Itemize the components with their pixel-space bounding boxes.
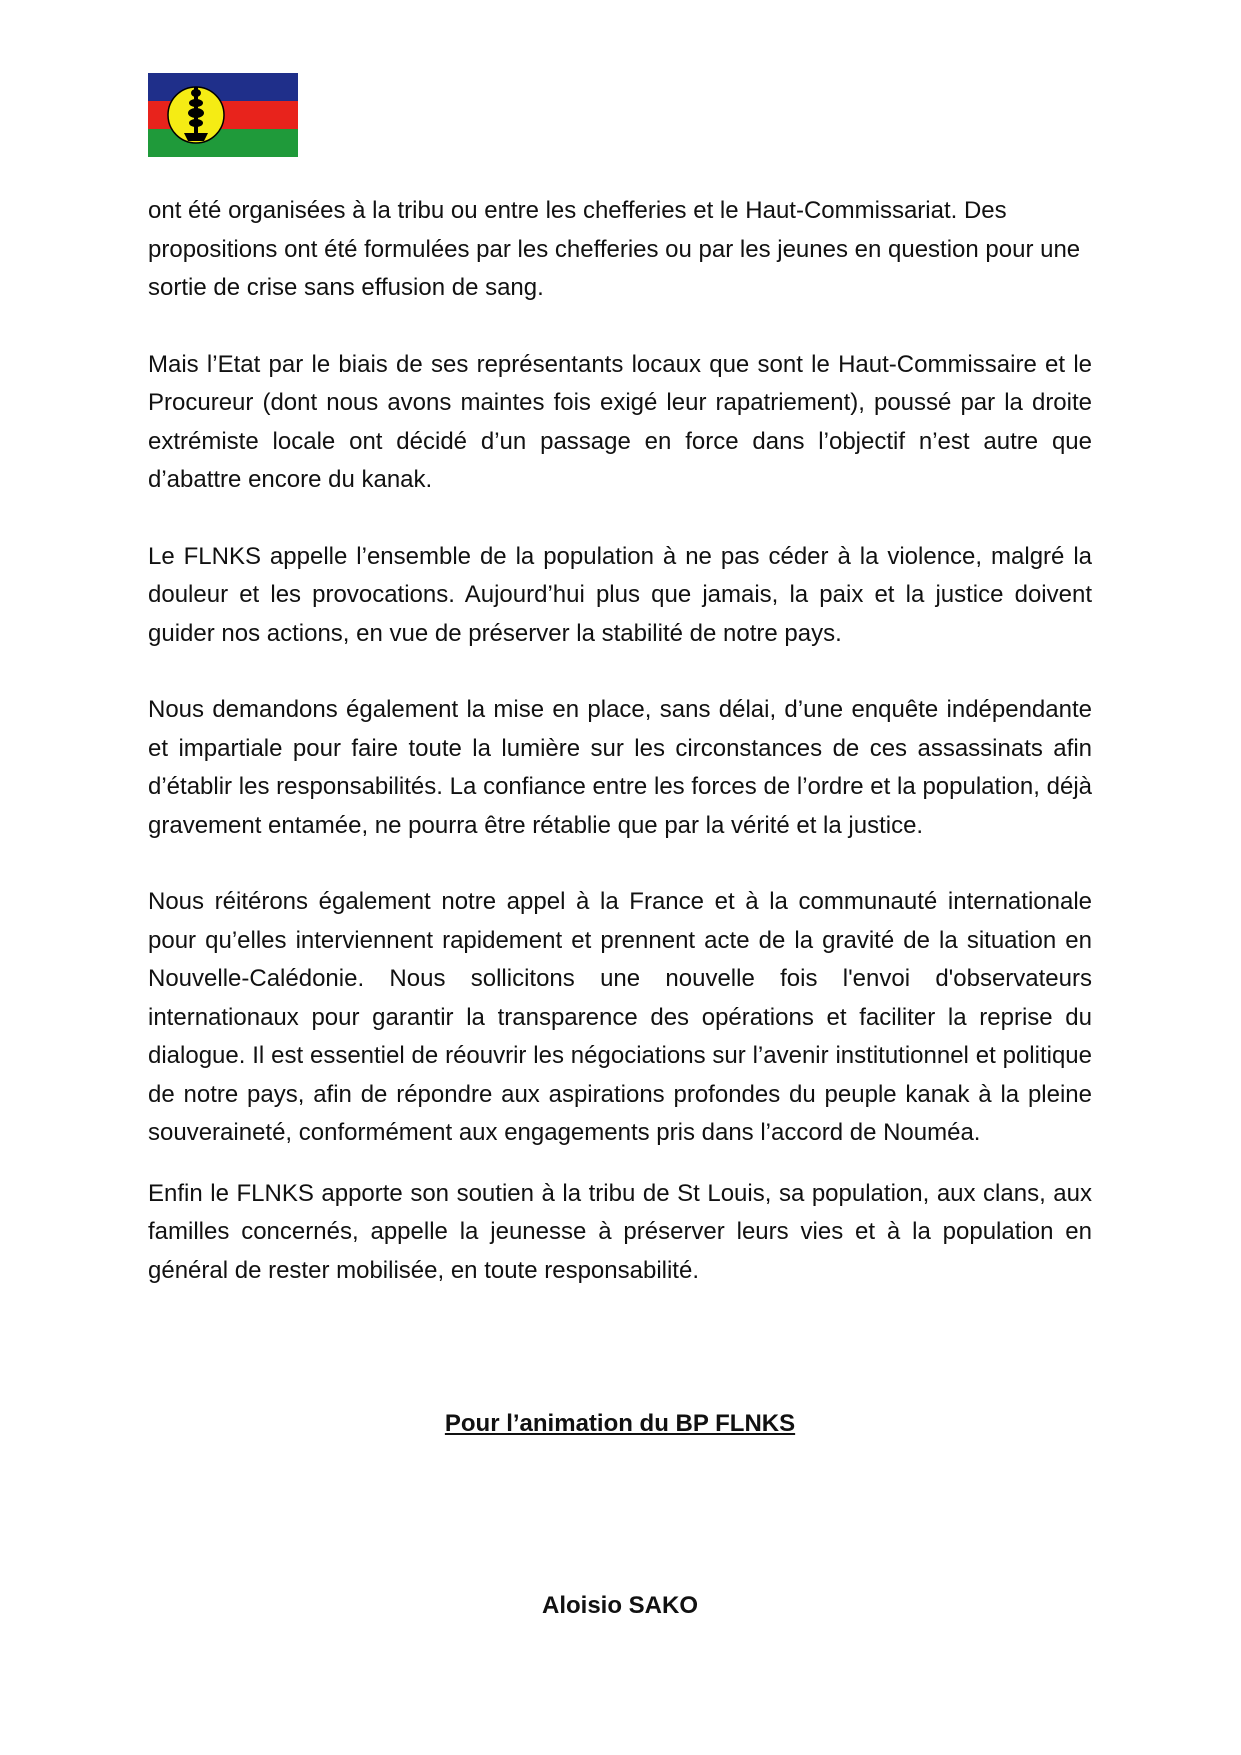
- paragraph-2: Mais l’Etat par le biais de ses représentants locaux que sont le Haut-Commissaire et le Procureur (dont nous avons maintes fois exigé leur rapatriement), poussé par la droite extrémiste locale ont décidé d’un passage en force dans l’objectif n’est autre que d’abattre encore du kanak.: [148, 350, 1092, 493]
- paragraph-6: Enfin le FLNKS apporte son soutien à la tribu de St Louis, sa population, aux clans, aux familles concernés, appelle la jeunesse à préserver leurs vies et à la population en général de rester mobilisée, en toute responsabilité.: [148, 1179, 1092, 1284]
- kanaky-flag-icon: [148, 73, 298, 157]
- signoff-title: Pour l’animation du BP FLNKS: [444, 1410, 796, 1437]
- signatory-name: Aloisio SAKO: [541, 1592, 698, 1619]
- paragraph-3: Le FLNKS appelle l’ensemble de la population à ne pas céder à la violence, malgré la douleur et les provocations. Aujourd’hui plus que jamais, la paix et la justice doivent guider nos actions, en vue de préserver la stabilité de notre pays.: [148, 542, 1092, 647]
- paragraph-5: Nous réitérons également notre appel à la France et à la communauté internationale pour qu’elles interviennent rapidement et prennent acte de la gravité de la situation en Nouvelle-Calédonie. Nous sollicitons une nouvelle fois l'envoi d'observateurs internationaux pour garantir la transparence des opérations et faciliter la reprise du dialogue. Il est essentiel de réouvrir les négociations sur l’avenir institutionnel et politique de notre pays, afin de répondre aux aspirations profondes du peuple kanak à la pleine souveraineté, conformément aux engagements pris dans l’accord de Nouméa.: [148, 888, 1092, 1146]
- paragraph-1: ont été organisées à la tribu ou entre les chefferies et le Haut-Commissariat. Des propositions ont été formulées par les chefferies ou par les jeunes en question pour une sortie de crise sans effusion de sang.: [148, 197, 1081, 301]
- letter-body: [148, 192, 1092, 1290]
- paragraph-4: Nous demandons également la mise en place, sans délai, d’une enquête indépendante et impartiale pour faire toute la lumière sur les circonstances de ces assassinats afin d’établir les responsabilités. La confiance entre les forces de l’ordre et la population, déjà gravement entamée, ne pourra être rétablie que par la vérité et la justice.: [148, 696, 1092, 839]
